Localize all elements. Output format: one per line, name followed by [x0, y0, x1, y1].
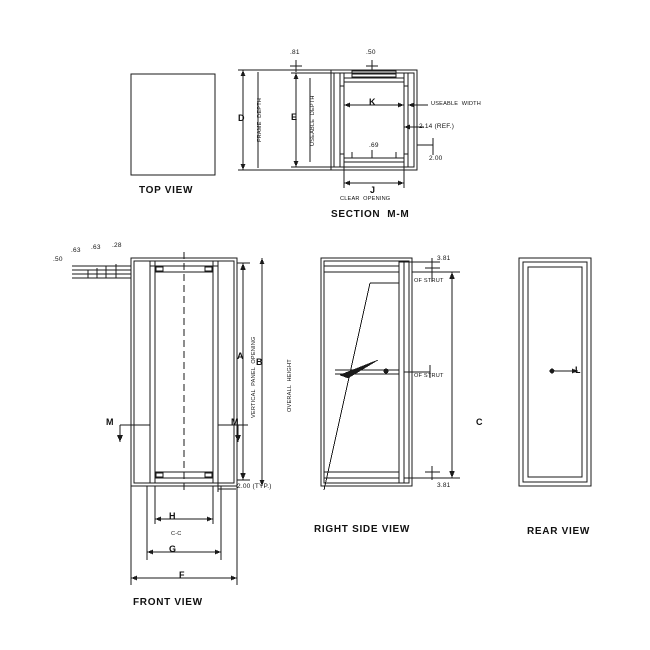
section-label-useable-depth: USEABLE DEPTH: [310, 95, 316, 146]
section-letter-d: D: [238, 113, 245, 123]
right-dim-381-bottom: 3.81: [437, 482, 451, 489]
section-dim-200: 2.00: [429, 155, 443, 162]
right-side-view-geometry: [321, 258, 412, 490]
front-view-geometry: [131, 252, 237, 492]
front-view-title: FRONT VIEW: [133, 597, 203, 608]
rear-letter-l: L: [575, 365, 581, 375]
section-label-useable-width: USEABLE WIDTH: [431, 101, 482, 107]
front-label-overall-height: OVERALL HEIGHT: [287, 359, 293, 412]
front-section-mark-m-left: M: [106, 417, 114, 427]
front-letter-f: F: [179, 570, 185, 580]
section-letter-e: E: [291, 112, 298, 122]
front-dim-63-a: .63: [71, 247, 81, 254]
section-dim-50: .50: [366, 49, 376, 56]
right-label-of-strut-mid: OF STRUT: [414, 373, 444, 379]
right-dim-381-top: 3.81: [437, 255, 451, 262]
right-side-view-dimensions: [399, 255, 460, 480]
right-letter-c: C: [476, 417, 483, 427]
top-view-geometry: [131, 74, 215, 175]
section-mm-geometry: [331, 70, 417, 170]
rear-view-title: REAR VIEW: [527, 526, 590, 537]
right-label-of-strut-top: OF STRUT: [414, 278, 444, 284]
front-letter-g: G: [169, 544, 177, 554]
section-dim-214-ref: 2.14 (REF.): [419, 123, 455, 130]
section-title: SECTION M-M: [331, 209, 410, 220]
section-dim-69: .69: [369, 142, 379, 149]
front-dim-63-b: .63: [91, 244, 101, 251]
front-letter-a: A: [237, 351, 244, 361]
front-dim-28: .28: [112, 242, 122, 249]
section-label-clear-opening: CLEAR OPENING: [340, 196, 391, 202]
section-letter-k: K: [369, 97, 376, 107]
section-letter-j: J: [370, 185, 376, 195]
front-label-cc: C-C: [171, 531, 182, 537]
section-dim-81: .81: [290, 49, 300, 56]
top-view-title: TOP VIEW: [139, 185, 194, 196]
front-section-mark-m-right: M: [231, 417, 239, 427]
section-label-frame-depth: FRAME DEPTH: [257, 97, 263, 142]
front-letter-h: H: [169, 511, 176, 521]
front-dim-200-typ: 2.00 (TYP.): [237, 483, 272, 490]
front-dim-50: .50: [53, 256, 63, 263]
front-letter-b: B: [256, 357, 263, 367]
front-label-vertical-panel-opening: VERTICAL PANEL OPENING: [251, 336, 257, 418]
right-side-view-title: RIGHT SIDE VIEW: [314, 524, 411, 535]
